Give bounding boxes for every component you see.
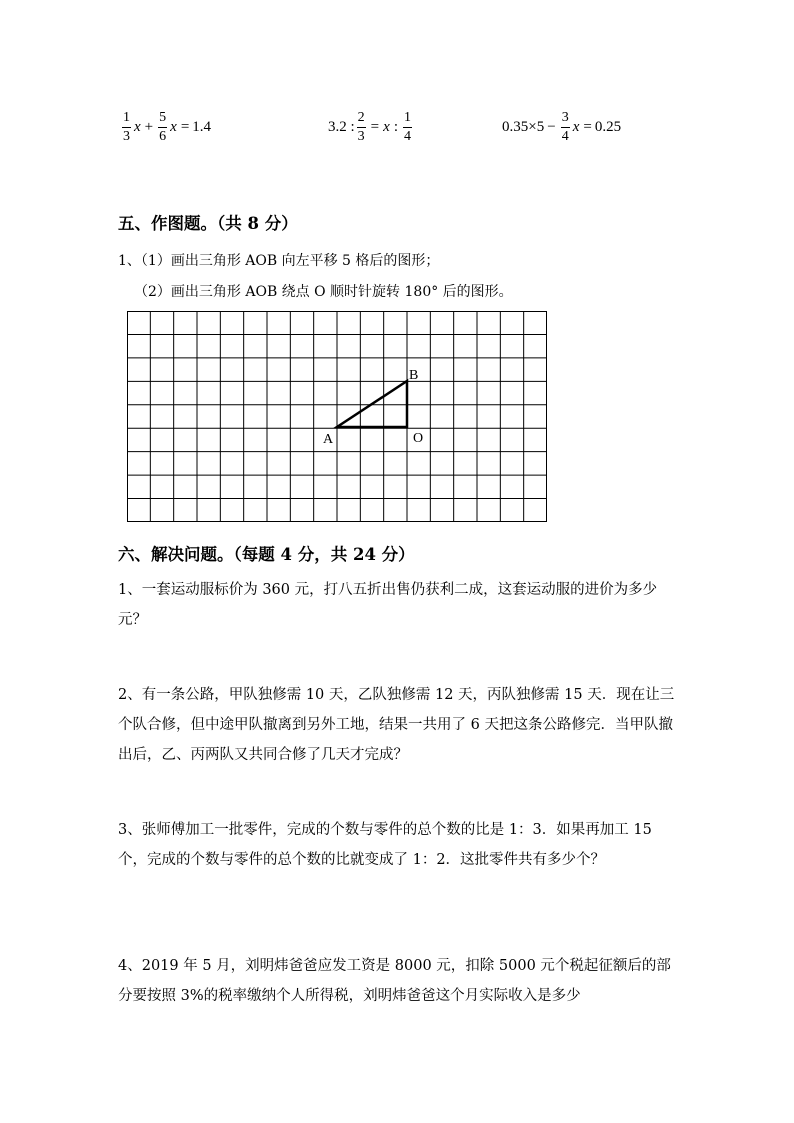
section-5-instruction-1: 1、（1）画出三角形 AOB 向左平移 5 格后的图形；: [118, 253, 440, 269]
number: 3.2 :: [328, 118, 355, 135]
triangle-aob: [337, 381, 407, 427]
equation-1: [120, 106, 211, 148]
operator: :: [393, 118, 398, 135]
operator: =: [583, 118, 592, 135]
fraction-numerator: 3: [561, 111, 570, 128]
equation-3: [502, 106, 621, 148]
fraction: [561, 111, 570, 144]
operator: =: [180, 118, 190, 135]
fraction-denominator: 4: [403, 128, 411, 144]
variable: x: [170, 118, 177, 135]
section-6-heading: 六、解决问题。（每题 4 分，共 24 分）: [118, 545, 415, 564]
drawing-grid: [127, 311, 547, 522]
problem-4: 4、2019 年 5 月，刘明炜爸爸应发工资是 8000 元，扣除 5000 元个税起征额后的部分要按照 3%的税率缴纳个人所得税，刘明炜爸爸这个月实际收入是多少: [118, 958, 671, 1004]
operator: +: [144, 118, 154, 135]
operator: =: [370, 118, 380, 135]
equation-2: [328, 106, 414, 148]
label-o: O: [413, 431, 424, 446]
problem-2: 2、有一条公路，甲队独修需 10 天，乙队独修需 12 天，丙队独修需 15 天．现在让三个队合修，但中途甲队撤离到另外工地，结果一共用了 6 天把这条公路修完．当甲队撤出后，乙、丙两队又共同合修了几天才完成？: [118, 687, 675, 763]
fraction-denominator: 3: [357, 128, 365, 144]
fraction-denominator: 3: [123, 128, 130, 144]
problem-1: 1、一套运动服标价为 360 元，打八五折出售仍获利二成，这套运动服的进价为多少元？: [118, 582, 658, 628]
variable: x: [572, 118, 580, 135]
section-5-heading: 五、作图题。（共 8 分）: [118, 214, 298, 233]
fraction: [403, 111, 412, 144]
section-5-instruction-2: （2）画出三角形 AOB 绕点 O 顺时针旋转 180° 后的图形。: [134, 284, 513, 300]
number: 1.4: [192, 118, 212, 135]
problem-3: 3、张师傅加工一批零件，完成的个数与零件的总个数的比是 1：3．如果再加工 15 个，完成的个数与零件的总个数的比就变成了 1：2．这批零件共有多少个？: [118, 822, 652, 868]
label-a: A: [323, 432, 334, 447]
number: 0.35×5: [502, 118, 545, 135]
label-b: B: [409, 368, 419, 383]
fraction-numerator: 1: [122, 111, 131, 128]
variable: x: [134, 118, 141, 135]
fraction-numerator: 5: [158, 111, 167, 128]
fraction: [122, 111, 131, 144]
fraction-numerator: 1: [403, 111, 412, 128]
fraction-denominator: 6: [159, 128, 167, 144]
fraction-numerator: 2: [357, 111, 366, 128]
number: 0.25: [594, 118, 622, 135]
fraction-denominator: 4: [561, 128, 569, 144]
variable: x: [383, 118, 390, 135]
grid-lines: [127, 311, 547, 522]
operator: −: [547, 118, 556, 135]
fraction: [357, 111, 366, 144]
fraction: [158, 111, 167, 144]
grid-svg: [127, 311, 547, 522]
